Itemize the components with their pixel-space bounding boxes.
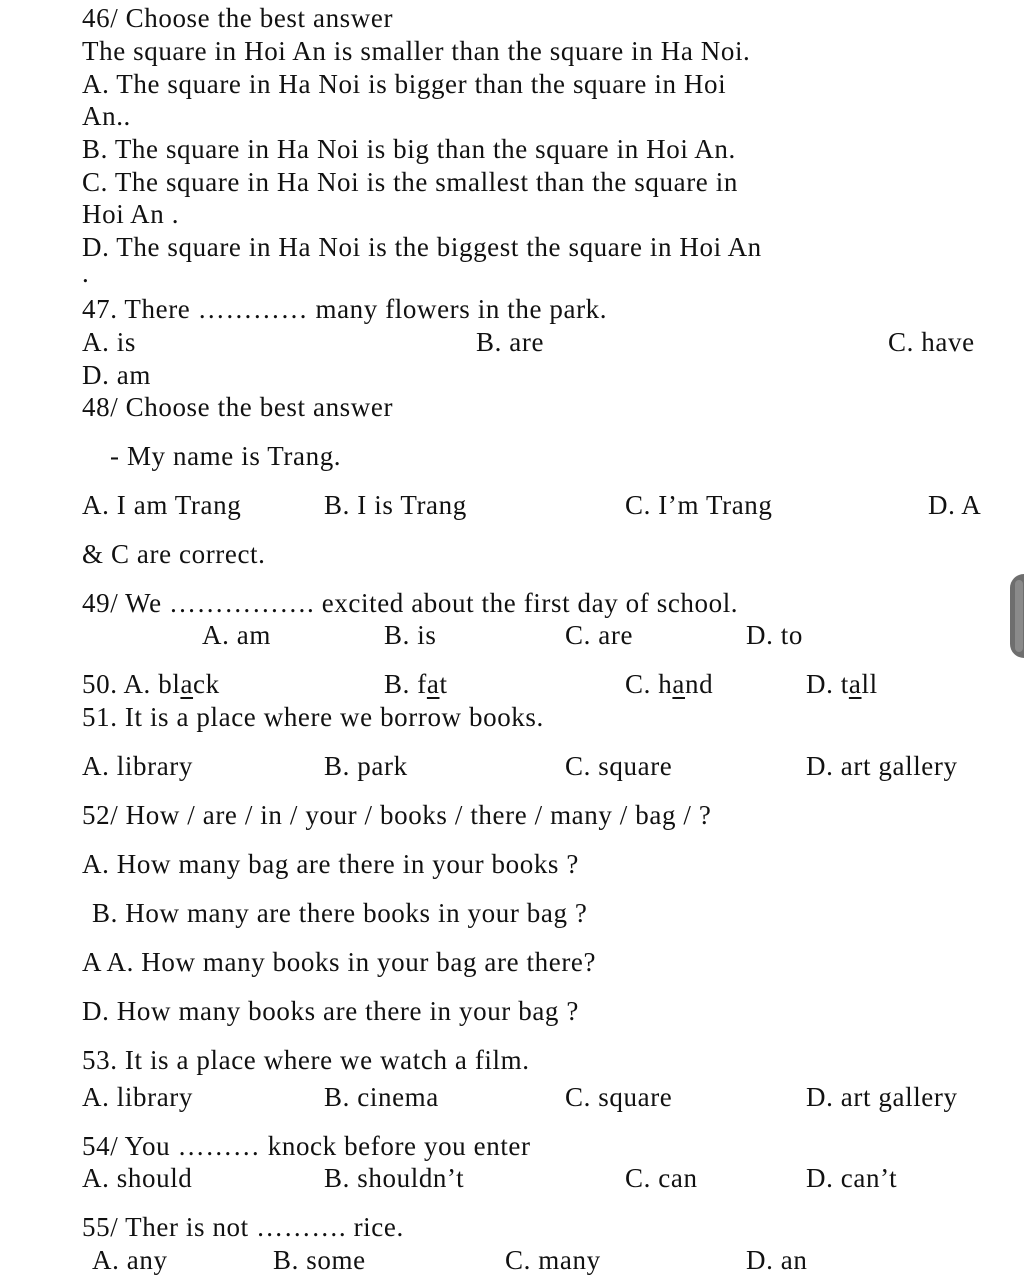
q51-option-a: A. library <box>82 751 193 781</box>
q50-a-text: A. bl <box>123 669 181 699</box>
q47-option-b: B. are <box>476 327 545 357</box>
q47-option-c: C. have <box>888 327 975 357</box>
q53-stem: 53. It is a place where we watch a film. <box>82 1045 530 1075</box>
q50-c-text-end: nd <box>685 669 714 699</box>
q50-b-text: B. f <box>384 669 427 699</box>
q51-option-b: B. park <box>324 751 408 781</box>
q50-d-text: D. t <box>806 669 849 699</box>
q46-heading: 46/ Choose the best answer <box>82 3 394 33</box>
q55-option-c: C. many <box>505 1245 601 1275</box>
q46-option-a-cont: An.. <box>82 101 131 131</box>
q55-option-b: B. some <box>273 1245 366 1275</box>
q54-option-a: A. should <box>82 1163 193 1193</box>
q48-option-a: A. I am Trang <box>82 490 242 520</box>
q46-option-d: D. The square in Ha Noi is the biggest the square in Hoi An <box>82 232 762 262</box>
q48-option-d: D. A <box>928 490 982 520</box>
q51-stem: 51. It is a place where we borrow books. <box>82 702 544 732</box>
q55-option-d: D. an <box>746 1245 808 1275</box>
q50-c-text: C. h <box>625 669 673 699</box>
q52-stem: 52/ How / are / in / your / books / there / many / bag / ? <box>82 800 712 830</box>
q55-option-a: A. any <box>92 1245 168 1275</box>
q54-option-d: D. can’t <box>806 1163 898 1193</box>
q48-prompt: - My name is Trang. <box>110 441 342 471</box>
q50-b-text-end: t <box>439 669 448 699</box>
q50-a-underlined: a <box>180 669 194 699</box>
q53-option-b: B. cinema <box>324 1082 439 1112</box>
q48-heading: 48/ Choose the best answer <box>82 392 394 422</box>
q52-option-b: B. How many are there books in your bag ? <box>92 898 588 928</box>
q51-option-d: D. art gallery <box>806 751 958 781</box>
q50-option-a <box>82 671 220 698</box>
q50-b-underlined: a <box>426 669 440 699</box>
q50-option-d <box>806 671 878 698</box>
q48-option-b: B. I is Trang <box>324 490 467 520</box>
q52-option-d: D. How many books are there in your bag ? <box>82 996 579 1026</box>
q47-stem: 47. There ………… many flowers in the park. <box>82 294 608 324</box>
q55-stem: 55/ Ther is not ………. rice. <box>82 1212 404 1242</box>
q49-option-c: C. are <box>565 620 634 650</box>
q54-stem: 54/ You ……… knock before you enter <box>82 1131 531 1161</box>
q54-option-c: C. can <box>625 1163 698 1193</box>
q46-option-b: B. The square in Ha Noi is big than the square in Hoi An. <box>82 134 736 164</box>
q47-option-d: D. am <box>82 360 151 390</box>
q52-option-c: A A. How many books in your bag are there? <box>82 947 597 977</box>
q46-option-c: C. The square in Ha Noi is the smallest than the square in <box>82 167 738 197</box>
q52-option-a: A. How many bag are there in your books ? <box>82 849 579 879</box>
q53-option-a: A. library <box>82 1082 193 1112</box>
q46-option-a: A. The square in Ha Noi is bigger than the square in Hoi <box>82 69 727 99</box>
q49-option-b: B. is <box>384 620 437 650</box>
q50-a-text-end: ck <box>193 669 220 699</box>
q46-option-c-cont: Hoi An . <box>82 199 180 229</box>
q49-stem: 49/ We ……………. excited about the first day of school. <box>82 588 739 618</box>
q50-d-underlined: a <box>848 669 862 699</box>
q48-option-c: C. I’m Trang <box>625 490 773 520</box>
q50-d-text-end: ll <box>861 669 878 699</box>
q46-option-d-cont: . <box>82 258 90 288</box>
q53-option-d: D. art gallery <box>806 1082 958 1112</box>
scrollbar-handle[interactable] <box>1010 574 1024 658</box>
q54-option-b: B. shouldn’t <box>324 1163 465 1193</box>
q46-stem: The square in Hoi An is smaller than the square in Ha Noi. <box>82 36 751 66</box>
q49-option-d: D. to <box>746 620 803 650</box>
q53-option-c: C. square <box>565 1082 673 1112</box>
q47-option-a: A. is <box>82 327 137 357</box>
q50-number: 50. <box>82 669 118 699</box>
q49-option-a: A. am <box>202 620 271 650</box>
q50-option-b <box>384 671 448 698</box>
q48-option-d-cont: & C are correct. <box>82 539 266 569</box>
q50-c-underlined: a <box>672 669 686 699</box>
q51-option-c: C. square <box>565 751 673 781</box>
q50-option-c <box>625 671 713 698</box>
